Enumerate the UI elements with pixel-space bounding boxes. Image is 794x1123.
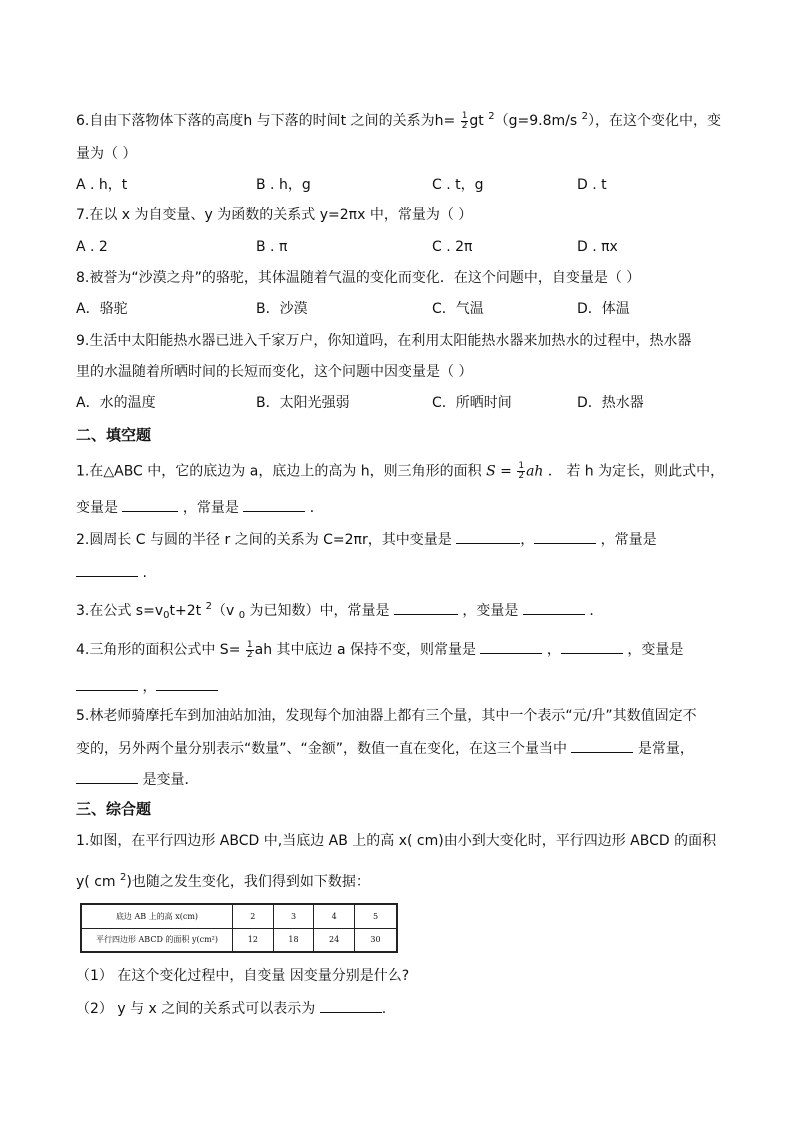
c1-sub2 (76, 998, 386, 1018)
f1-constant-label: ，常量是 (178, 500, 244, 516)
f4-constant-blank-2[interactable] (561, 639, 623, 654)
f5-line3 (76, 769, 198, 789)
f5-constant-label: 是常量， (633, 741, 694, 757)
f3-constant-label: 为已知数）中，常量是 (245, 603, 394, 619)
q7-option-a[interactable]: A . 2 (76, 239, 108, 255)
q7-option-b[interactable]: B . π (256, 239, 288, 255)
q6-option-c[interactable]: C . t，g (432, 177, 484, 193)
f2-end: . (138, 565, 147, 581)
f3-sub1: 0 (163, 610, 170, 621)
f3-line (76, 598, 603, 625)
q6-option-d[interactable]: D . t (577, 177, 607, 193)
c1-sub2-end: . (381, 1001, 387, 1017)
table-cell: 24 (314, 928, 355, 952)
q6-frac-num: 1 (461, 110, 468, 121)
table-cell: 3 (273, 904, 314, 928)
section-fill-in-heading: 二、填空题 (76, 426, 152, 444)
f4-text-mid: ah 其中底边 a 保持不变，则常量是 (254, 642, 481, 658)
table-cell: 4 (314, 904, 355, 928)
q6-text-pre: 6.自由下落物体下落的高度h 与下落的时间t 之间的关系为h= (76, 113, 460, 129)
f2-constant-label: ，常量是 (596, 532, 657, 548)
section-comprehensive-heading: 三、综合题 (76, 800, 152, 818)
q6-text-post: ），在这个变化中，变 (587, 113, 721, 129)
q8-option-d[interactable]: D．体温 (577, 301, 630, 317)
f4-frac-den: 2 (246, 649, 253, 660)
f5-variable-label: 是变量． (138, 772, 199, 788)
c1-unit: y( cm (76, 874, 120, 890)
f4-variable-label: ，变量是 (622, 642, 684, 658)
table-row (81, 928, 397, 952)
table-row (81, 904, 397, 928)
f1-line2 (76, 497, 324, 517)
f5-variable-blank[interactable] (76, 769, 138, 784)
q6-g-value: （g=9.8m/s (494, 113, 582, 129)
f4-constant-blank-1[interactable] (480, 639, 542, 654)
q6-fraction (461, 112, 469, 131)
f5-constant-blank[interactable] (571, 738, 633, 753)
f2-text-pre: 2.圆周长 C 与圆的半径 r 之间的关系为 C=2πr，其中变量是 (76, 532, 457, 548)
table-cell: 5 (354, 904, 397, 928)
f4-variable-blank-1[interactable] (76, 676, 138, 691)
f1-frac-num: 1 (518, 461, 525, 471)
table-cell: 30 (354, 928, 397, 952)
q6-exp: 2 (488, 111, 495, 122)
q8-text: 8.被誉为“沙漠之舟”的骆驼，其体温随着气温的变化而变化．在这个问题中，自变量是（ ） (76, 270, 641, 286)
c1-line1: 1.如图，在平行四边形 ABCD 中,当底边 AB 上的高 x( cm)由小到大变化时，平行四边形 ABCD 的面积 (76, 833, 717, 849)
c1-text-post: )也随之发生变化，我们得到如下数据： (126, 874, 370, 890)
q6-gt: gt (469, 113, 489, 129)
f2-line1 (76, 529, 657, 549)
f5-text-pre: 变的，另外两个量分别表示“数量”、“金额”，数值一直在变化，在这三个量当中 (76, 741, 572, 757)
q9-option-c[interactable]: C．所晒时间 (432, 395, 512, 411)
f3-end: ． (584, 603, 604, 619)
data-table (80, 903, 398, 953)
f1-line1 (76, 462, 724, 481)
f4-variable-blank-2[interactable] (156, 676, 218, 691)
f4-text-pre: 4.三角形的面积公式中 S= (76, 642, 245, 658)
f2-separator: ， (520, 532, 535, 548)
f3-sub2: 0 (238, 610, 246, 621)
c1-sub1: （1） 在这个变化过程中，自变量 因变量分别是什么? (76, 968, 410, 984)
q8-option-a[interactable]: A．骆驼 (76, 301, 128, 317)
q6-frac-den: 2 (461, 120, 468, 131)
q7-text: 7.在以 x 为自变量、y 为函数的关系式 y=2πx 中，常量为（ ） (76, 207, 473, 223)
q9-line2: 里的水温随着所晒时间的长短而变化，这个问题中因变量是（ ） (76, 364, 473, 380)
f4-separator: ， (542, 642, 561, 658)
f1-variable-blank[interactable] (122, 497, 178, 512)
f1-variable-label: 变量是 (76, 500, 123, 516)
q7-option-c[interactable]: C . 2π (432, 239, 473, 255)
c1-line2 (76, 869, 370, 891)
f1-text-pre: 1.在△ABC 中，它的底边为 a，底边上的高为 h，则三角形的面积 (76, 463, 487, 480)
f1-fraction (517, 462, 525, 481)
f4-separator-2: ， (138, 679, 157, 695)
table-row-header-area: 平行四边形 ABCD 的面积 y(cm²) (81, 928, 233, 952)
f2-line2 (76, 562, 147, 582)
f4-line2 (76, 676, 218, 696)
f2-variable-blank-2[interactable] (534, 529, 596, 544)
f4-line1 (76, 639, 683, 660)
f1-formula-s: S = (486, 463, 517, 480)
f5-line2 (76, 738, 694, 758)
q6-option-a[interactable]: A . h，t (76, 177, 128, 193)
q7-option-d[interactable]: D . πx (577, 239, 618, 255)
c1-relation-blank[interactable] (320, 998, 382, 1013)
c1-sub2-text: （2） y 与 x 之间的关系式可以表示为 (76, 1001, 320, 1017)
f3-text-pre: 3.在公式 s=v (76, 603, 164, 619)
table-cell: 2 (233, 904, 274, 928)
f2-constant-blank[interactable] (76, 562, 138, 577)
q9-option-a[interactable]: A．水的温度 (76, 395, 156, 411)
q6-line2: 量为（ ） (76, 146, 137, 162)
table-cell: 18 (273, 928, 314, 952)
f1-end: ． (305, 500, 324, 516)
q8-option-c[interactable]: C．气温 (432, 301, 484, 317)
f3-variable-blank[interactable] (523, 600, 585, 615)
f1-constant-blank[interactable] (243, 497, 305, 512)
table-row-header-height: 底边 AB 上的高 x(cm) (81, 904, 233, 928)
q9-line1: 9.生活中太阳能热水器已进入千家万户，你知道吗，在利用太阳能热水器来加热水的过程中，热水器 (76, 333, 692, 349)
f1-formula-ah: ah (526, 463, 544, 480)
c1-exp: 2 (119, 872, 127, 883)
f2-variable-blank-1[interactable] (456, 529, 520, 544)
f3-exp: 2 (205, 601, 212, 612)
f3-variable-label: ，变量是 (457, 603, 523, 619)
q6-line1 (76, 108, 721, 131)
q9-option-b[interactable]: B．太阳光强弱 (256, 395, 350, 411)
f4-frac-num: 1 (246, 639, 253, 650)
f1-frac-den: 2 (518, 471, 525, 481)
q8-option-b[interactable]: B．沙漠 (256, 301, 308, 317)
f1-text-post: ． 若 h 为定长，则此式中， (543, 463, 725, 480)
q9-option-d[interactable]: D．热水器 (577, 395, 644, 411)
q6-option-b[interactable]: B . h，g (256, 177, 311, 193)
q6-exp2: 2 (581, 111, 588, 122)
f3-paren: （v (211, 603, 239, 619)
f4-fraction (246, 641, 254, 660)
f5-line1: 5.林老师骑摩托车到加油站加油，发现每个加油器上都有三个量，其中一个表示“元/升”其数值固定不 (76, 708, 697, 724)
f3-formula-mid: t+2t (169, 603, 206, 619)
f3-constant-blank[interactable] (394, 600, 458, 615)
table-cell: 12 (233, 928, 274, 952)
